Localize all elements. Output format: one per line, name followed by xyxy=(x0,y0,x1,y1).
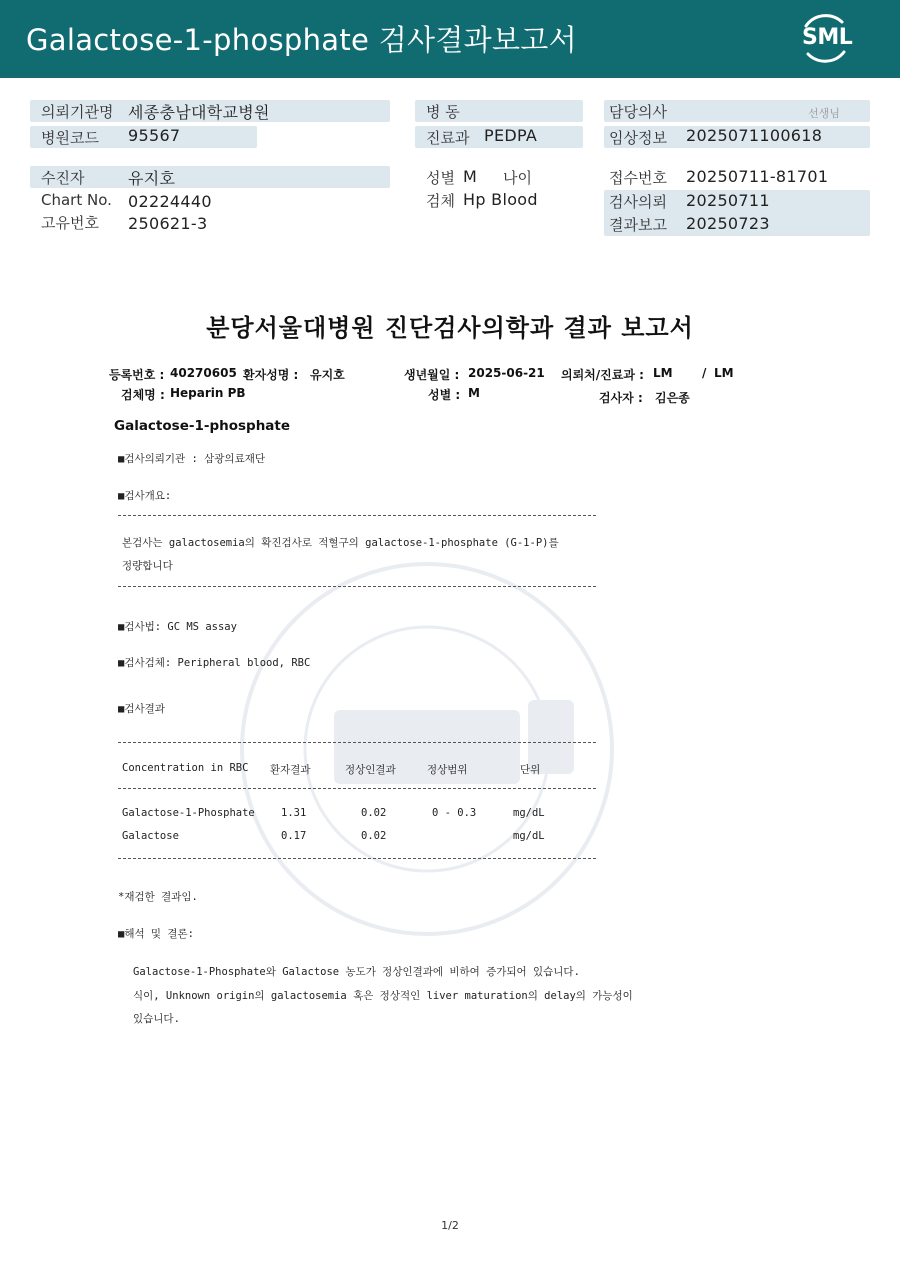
dob-value: 2025-06-21 xyxy=(468,366,545,380)
specimen-name-label: 검체명 : xyxy=(121,388,165,402)
dob-label: 생년월일 : xyxy=(404,368,460,382)
specimen-value: Hp Blood xyxy=(463,190,538,209)
sml-logo xyxy=(796,12,854,66)
request-value: 20250711 xyxy=(686,191,770,210)
table-header-unit: 단위 xyxy=(520,764,541,776)
table-cell-normal: 0.02 xyxy=(361,830,387,842)
table-cell-analyte: Galactose xyxy=(122,830,179,842)
results-heading: ■검사결과 xyxy=(118,703,165,715)
reg-no-label: 등록번호 : xyxy=(109,368,165,382)
result-label: 결과보고 xyxy=(609,216,667,234)
divider xyxy=(118,586,596,587)
unique-no-label: 고유번호 xyxy=(41,214,99,232)
hospital-code-label: 병원코드 xyxy=(41,129,99,147)
report-sex-value: M xyxy=(468,386,480,400)
report-sex-label: 성별 : xyxy=(428,388,461,402)
interpretation-line-3: 있습니다. xyxy=(133,1013,180,1025)
result-value: 20250723 xyxy=(686,214,770,233)
tester-label: 검사자 : xyxy=(599,391,643,405)
table-cell-normal: 0.02 xyxy=(361,807,387,819)
receipt-label: 접수번호 xyxy=(609,169,667,187)
specimen-label: 검체 xyxy=(426,192,455,210)
recheck-note: *재검한 결과임. xyxy=(118,891,198,903)
patient-value: 유지호 xyxy=(128,169,176,188)
department-label: 진료과 xyxy=(426,129,470,147)
tester-value: 김은종 xyxy=(655,391,690,405)
patient-name-value: 유지호 xyxy=(310,368,345,382)
institution-value: 세종충남대학교병원 xyxy=(128,103,270,122)
table-cell-unit: mg/dL xyxy=(513,807,545,819)
table-cell-analyte: Galactose-1-Phosphate xyxy=(122,807,255,819)
table-cell-range: 0 - 0.3 xyxy=(432,807,477,819)
referral-value-a: LM xyxy=(653,366,673,380)
referral-separator: / xyxy=(702,366,707,380)
doctor-suffix: 선생님 xyxy=(808,107,840,120)
method-line: ■검사법: GC MS assay xyxy=(118,621,237,633)
table-cell-patient: 1.31 xyxy=(281,807,307,819)
page-number: 1/2 xyxy=(441,1219,459,1232)
clinical-value: 2025071100618 xyxy=(686,126,823,145)
report-header-title: Galactose-1-phosphate 검사결과보고서 xyxy=(26,23,577,57)
chart-no-label: Chart No. xyxy=(41,191,112,209)
header-bar xyxy=(0,0,900,78)
table-header-concentration: Concentration in RBC xyxy=(122,762,249,774)
overview-heading: ■검사개요: xyxy=(118,490,172,502)
divider xyxy=(118,788,596,789)
report-title: 분당서울대병원 진단검사의학과 결과 보고서 xyxy=(206,314,694,342)
interpretation-heading: ■해석 및 결론: xyxy=(118,928,195,940)
table-header-range: 정상범위 xyxy=(427,764,468,776)
hospital-code-value: 95567 xyxy=(128,126,181,145)
clinical-label: 임상정보 xyxy=(609,129,667,147)
interpretation-line-2: 식이, Unknown origin의 galactosemia 혹은 정상적인 liver maturation의 delay의 가능성이 xyxy=(133,990,633,1002)
sex-value: M xyxy=(463,167,478,186)
interpretation-line-1: Galactose-1-Phosphate와 Galactose 농도가 정상인결과에 비하여 증가되어 있습니다. xyxy=(133,966,580,978)
receipt-value: 20250711-81701 xyxy=(686,167,829,186)
divider xyxy=(118,858,596,859)
table-header-normal: 정상인결과 xyxy=(345,764,396,776)
unique-no-value: 250621-3 xyxy=(128,214,208,233)
ward-label: 병 동 xyxy=(426,103,460,121)
age-label: 나이 xyxy=(503,169,532,187)
specimen-line: ■검사검체: Peripheral blood, RBC xyxy=(118,657,311,669)
divider xyxy=(118,742,596,743)
request-label: 검사의뢰 xyxy=(609,193,667,211)
divider xyxy=(118,515,596,516)
patient-label: 수진자 xyxy=(41,169,85,187)
table-cell-patient: 0.17 xyxy=(281,830,307,842)
test-section-title: Galactose-1-phosphate xyxy=(114,418,291,434)
referral-value-b: LM xyxy=(714,366,734,380)
table-cell-unit: mg/dL xyxy=(513,830,545,842)
table-header-patient: 환자결과 xyxy=(270,764,311,776)
institution-label: 의뢰기관명 xyxy=(41,103,114,121)
chart-no-value: 02224440 xyxy=(128,192,212,211)
doctor-label: 담당의사 xyxy=(609,103,667,121)
hospital-seal-watermark xyxy=(238,560,616,938)
overview-line-2: 정량합니다 xyxy=(122,560,173,572)
logo-text: SML xyxy=(802,25,853,50)
reg-no-value: 40270605 xyxy=(170,366,237,380)
patient-name-label: 환자성명 : xyxy=(243,368,299,382)
department-value: PEDPA xyxy=(484,126,538,145)
specimen-name-value: Heparin PB xyxy=(170,386,246,400)
referral-label: 의뢰처/진료과 : xyxy=(561,368,644,382)
sex-label: 성별 xyxy=(426,169,455,187)
overview-line-1: 본검사는 galactosemia의 확진검사로 적혈구의 galactose-1-phosphate (G-1-P)를 xyxy=(122,537,559,549)
lab-line: ■검사의뢰기관 : 삼광의료재단 xyxy=(118,453,266,465)
